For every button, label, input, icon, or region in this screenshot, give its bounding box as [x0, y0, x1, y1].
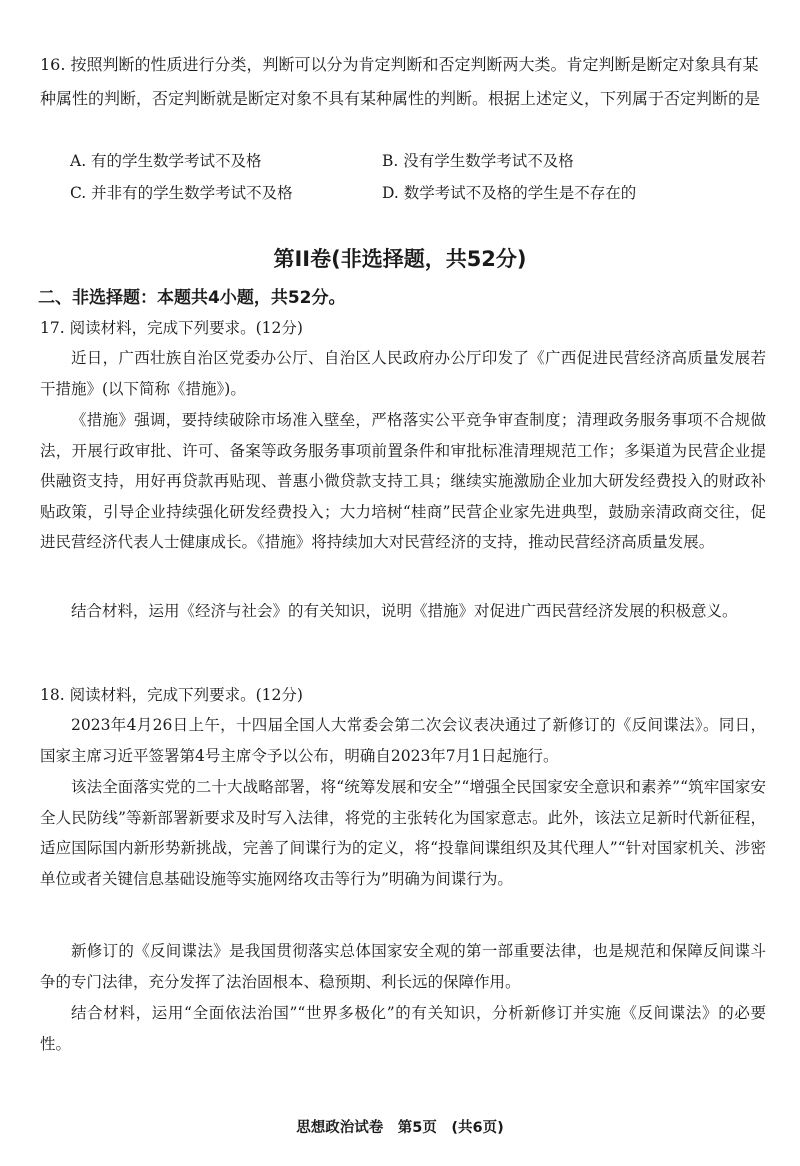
question-18-material-3: 新修订的《反间谍法》是我国贯彻落实总体国家安全观的第一部重要法律，也是规范和保障反间谍斗争的专门法律，充分发挥了法治固根本、稳预期、利长远的保障作用。: [40, 942, 766, 991]
question-18-material-1: 2023年4月26日上午，十四届全国人大常委会第二次会议表决通过了新修订的《反间谍法》。同日，国家主席习近平签署第4号主席令予以公布，明确自2023年7月1日起施行。: [40, 716, 766, 765]
question-18-task: 结合材料，运用“全面依法治国”“世界多极化”的有关知识，分析新修订并实施《反间谍法》的必要性。: [40, 1004, 766, 1053]
question-18-material-2: 该法全面落实党的二十大战略部署，将“统筹发展和安全”“增强全民国家安全意识和素养”“筑牢国家安全人民防线”等新部署新要求及时写入法律，将党的主张转化为国家意志。此外，该法立足新时代新征程，适应国际国内新形势新挑战，完善了间谍行为的定义，将“投靠间谍组织及其代理人”“针对国家机关、涉密单位或者关键信息基础设施等实施网络攻击等行为”明确为间谍行为。: [40, 778, 766, 888]
question-16-stem: 16. 按照判断的性质进行分类，判断可以分为肯定判断和否定判断两大类。肯定判断是断定对象具有某种属性的判断，否定判断就是断定对象不具有某种属性的判断。根据上述定义，下列属于否定判断的是: [40, 55, 761, 108]
section-title: 第II卷(非选择题，共52分): [273, 247, 527, 271]
page-footer: 思想政治试卷 第5页 (共6页): [296, 1120, 504, 1136]
question-17-material-2: 《措施》强调，要持续破除市场准入壁垒，严格落实公平竞争审查制度；清理政务服务事项不合规做法，开展行政审批、许可、备案等政务服务事项前置条件和审批标准清理规范工作；多渠道为民营企业提供融资支持，用好再贷款再贴现、普惠小微贷款支持工具；继续实施激励企业加大研发经费投入的财政补贴政策，引导企业持续强化研发经费投入；大力培树“桂商”民营企业家先进典型，鼓励亲清政商交往，促进民营经济代表人士健康成长。《措施》将持续加大对民营经济的支持，推动民营经济高质量发展。: [40, 411, 766, 551]
option-a: A. 有的学生数学考试不及格: [70, 152, 262, 170]
question-18-heading: 18. 阅读材料，完成下列要求。(12分): [40, 686, 303, 704]
part-two-heading: 二、非选择题：本题共4小题，共52分。: [38, 288, 346, 308]
question-17-material-1: 近日，广西壮族自治区党委办公厅、自治区人民政府办公厅印发了《广西促进民营经济高质量发展若干措施》(以下简称《措施》)。: [40, 349, 766, 398]
question-17-task: 结合材料，运用《经济与社会》的有关知识，说明《措施》对促进广西民营经济发展的积极意义。: [71, 602, 738, 620]
option-c: C. 并非有的学生数学考试不及格: [70, 184, 293, 202]
option-d: D. 数学考试不及格的学生是不存在的: [382, 184, 637, 202]
question-17-heading: 17. 阅读材料，完成下列要求。(12分): [40, 319, 303, 337]
option-b: B. 没有学生数学考试不及格: [382, 152, 574, 170]
